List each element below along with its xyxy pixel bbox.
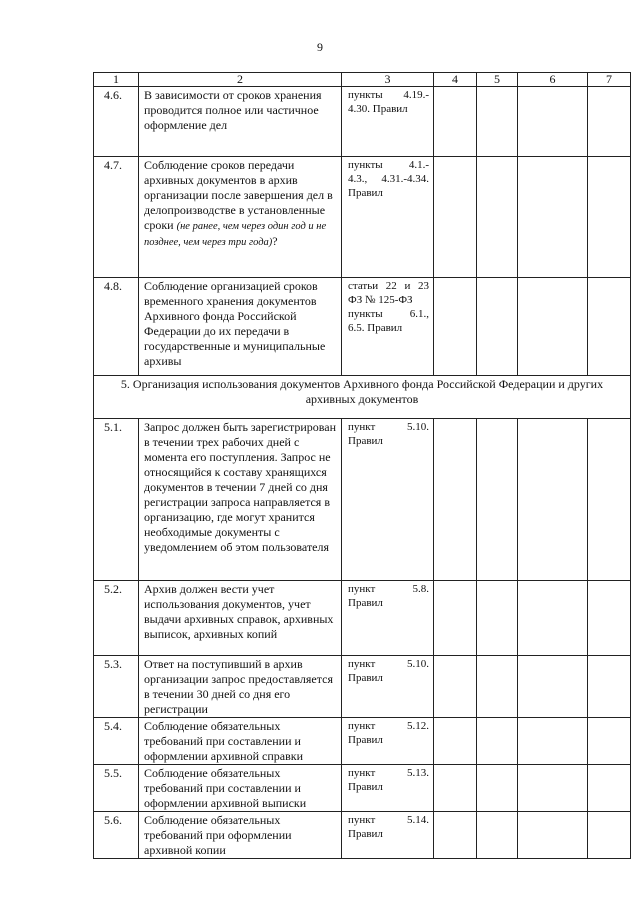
blank-cell-col-5 [477, 419, 518, 581]
requirement-text [139, 718, 342, 765]
blank-cell-col-6 [518, 581, 588, 656]
blank-cell-col-5 [477, 718, 518, 765]
reference-word: Правил [348, 781, 383, 793]
blank-cell-col-7 [588, 656, 631, 718]
reference-word: пункты [348, 159, 383, 171]
blank-cell-col-4 [434, 656, 477, 718]
requirement-segment: Соблюдение обязательных требований при оформлении архивной копии [144, 813, 292, 857]
blank-cell-col-6 [518, 718, 588, 765]
item-number: 4.7. [94, 157, 139, 278]
legal-reference [342, 419, 434, 581]
checklist-row [94, 278, 631, 376]
blank-cell-col-7 [588, 765, 631, 812]
item-number: 5.2. [94, 581, 139, 656]
checklist-row [94, 157, 631, 278]
requirement-segment: ? [272, 234, 278, 248]
blank-cell-col-4 [434, 718, 477, 765]
legal-reference [342, 656, 434, 718]
blank-cell-col-4 [434, 278, 477, 376]
blank-cell-col-4 [434, 157, 477, 278]
blank-cell-col-4 [434, 765, 477, 812]
column-number-7: 7 [588, 73, 631, 87]
reference-word: 5.12. [407, 720, 429, 732]
column-number-row [94, 73, 631, 87]
reference-word: Правил [348, 734, 383, 746]
blank-cell-col-6 [518, 278, 588, 376]
column-number-1: 1 [94, 73, 139, 87]
checklist-body [94, 73, 631, 859]
reference-word: 5.10. [407, 658, 429, 670]
checklist-row [94, 656, 631, 718]
checklist-row [94, 718, 631, 765]
checklist-row [94, 419, 631, 581]
blank-cell-col-7 [588, 718, 631, 765]
reference-line [348, 766, 429, 780]
checklist-table [93, 72, 631, 859]
requirement-segment: Соблюдение сроков передачи архивных документов в архив организации после завершения дел в делопроизводстве в установленные сроки [144, 158, 333, 232]
requirement-text [139, 581, 342, 656]
reference-word: 22 [385, 280, 397, 292]
reference-word: 4.30. Правил [348, 103, 408, 115]
legal-reference [342, 765, 434, 812]
reference-line [348, 158, 429, 172]
reference-word: пункт [348, 720, 376, 732]
reference-line [348, 321, 429, 335]
reference-word: 4.1.- [408, 159, 429, 171]
requirement-segment: Соблюдение обязательных требований при составлении и оформлении архивной выписки [144, 766, 307, 810]
requirement-segment: Соблюдение организацией сроков временного хранения документов Архивного фонда Российской Федерации до их передачи в государственные и муниципальные архивы [144, 279, 326, 368]
blank-cell-col-6 [518, 765, 588, 812]
requirement-text [139, 812, 342, 859]
blank-cell-col-7 [588, 812, 631, 859]
column-number-2: 2 [139, 73, 342, 87]
item-number: 4.6. [94, 87, 139, 157]
checklist-row [94, 765, 631, 812]
item-number: 5.1. [94, 419, 139, 581]
blank-cell-col-6 [518, 157, 588, 278]
blank-cell-col-5 [477, 765, 518, 812]
blank-cell-col-6 [518, 656, 588, 718]
reference-line [348, 279, 429, 293]
reference-word: 4.31.-4.34. [381, 173, 429, 185]
reference-line [348, 186, 429, 200]
blank-cell-col-4 [434, 581, 477, 656]
reference-word: 5.13. [407, 767, 429, 779]
reference-line [348, 596, 429, 610]
reference-line [348, 88, 429, 102]
blank-cell-col-5 [477, 87, 518, 157]
blank-cell-col-7 [588, 419, 631, 581]
legal-reference [342, 87, 434, 157]
blank-cell-col-7 [588, 157, 631, 278]
blank-cell-col-6 [518, 87, 588, 157]
reference-word: 23 [418, 280, 429, 292]
legal-reference [342, 157, 434, 278]
reference-line [348, 657, 429, 671]
column-number-3: 3 [342, 73, 434, 87]
blank-cell-col-5 [477, 157, 518, 278]
legal-reference [342, 581, 434, 656]
legal-reference [342, 278, 434, 376]
requirement-segment: Архив должен вести учет использования документов, учет выдачи архивных справок, архивных выписок, архивных копий [144, 582, 334, 641]
column-number-6: 6 [518, 73, 588, 87]
requirement-segment: В зависимости от сроков хранения проводится полное или частичное оформление дел [144, 88, 322, 132]
reference-line [348, 827, 429, 841]
reference-word: Правил [348, 597, 383, 609]
item-number: 5.6. [94, 812, 139, 859]
reference-line [348, 719, 429, 733]
blank-cell-col-6 [518, 419, 588, 581]
reference-line [348, 813, 429, 827]
requirement-text [139, 278, 342, 376]
blank-cell-col-7 [588, 87, 631, 157]
item-number: 4.8. [94, 278, 139, 376]
reference-word: 4.3., [348, 173, 368, 185]
reference-word: Правил [348, 672, 383, 684]
column-number-5: 5 [477, 73, 518, 87]
checklist-row [94, 812, 631, 859]
blank-cell-col-5 [477, 278, 518, 376]
blank-cell-col-7 [588, 278, 631, 376]
blank-cell-col-6 [518, 812, 588, 859]
reference-line [348, 293, 429, 307]
reference-word: пункт [348, 767, 376, 779]
requirement-text [139, 419, 342, 581]
requirement-text [139, 87, 342, 157]
requirement-note: (не ранее, чем через один год и не позднее, чем через три года) [144, 221, 327, 248]
column-number-4: 4 [434, 73, 477, 87]
section-heading-row [94, 376, 631, 419]
reference-word: пункт [348, 814, 376, 826]
legal-reference [342, 718, 434, 765]
checklist-row [94, 87, 631, 157]
reference-line [348, 420, 429, 434]
reference-word: пункт [348, 658, 376, 670]
blank-cell-col-4 [434, 812, 477, 859]
reference-word: 6.5. Правил [348, 322, 403, 334]
page-number: 9 [317, 40, 323, 54]
requirement-text [139, 157, 342, 278]
reference-word: и [404, 280, 411, 292]
reference-word: 5.8. [412, 583, 429, 595]
requirement-text [139, 656, 342, 718]
reference-word: Правил [348, 435, 383, 447]
reference-word: пункты [348, 89, 383, 101]
reference-line [348, 733, 429, 747]
section-heading: 5. Организация использования документов Архивного фонда Российской Федерации и других архивных документов [94, 376, 631, 419]
blank-cell-col-5 [477, 581, 518, 656]
reference-word: 5.10. [407, 421, 429, 433]
reference-line [348, 780, 429, 794]
requirement-segment: Ответ на поступивший в архив организации запрос предоставляется в течении 30 дней со дня его регистрации [144, 657, 333, 716]
reference-line [348, 582, 429, 596]
blank-cell-col-5 [477, 656, 518, 718]
reference-word: пункты [348, 308, 383, 320]
item-number: 5.3. [94, 656, 139, 718]
reference-line [348, 307, 429, 321]
reference-word: пункт [348, 583, 376, 595]
requirement-segment: Запрос должен быть зарегистрирован в течении трех рабочих дней с момента его поступления. Запрос не относящийся к составу хранящихся документов в течении 7 дней со дня регистрации запроса направляется в организацию, где могут хранится необходимые документы с уведомлением об этом пользователя [144, 420, 337, 554]
requirement-text [139, 765, 342, 812]
reference-word: ФЗ № 125-ФЗ [348, 294, 413, 306]
reference-word: статьи [348, 280, 379, 292]
blank-cell-col-4 [434, 419, 477, 581]
item-number: 5.4. [94, 718, 139, 765]
blank-cell-col-5 [477, 812, 518, 859]
reference-word: 5.14. [407, 814, 429, 826]
reference-word: 6.1., [409, 308, 429, 320]
reference-word: Правил [348, 187, 383, 199]
reference-line [348, 172, 429, 186]
blank-cell-col-7 [588, 581, 631, 656]
reference-word: Правил [348, 828, 383, 840]
reference-line [348, 102, 429, 116]
blank-cell-col-4 [434, 87, 477, 157]
reference-line [348, 434, 429, 448]
checklist-row [94, 581, 631, 656]
reference-word: 4.19.- [403, 89, 429, 101]
legal-reference [342, 812, 434, 859]
reference-line [348, 671, 429, 685]
item-number: 5.5. [94, 765, 139, 812]
reference-word: пункт [348, 421, 376, 433]
requirement-segment: Соблюдение обязательных требований при составлении и оформлении архивной справки [144, 719, 304, 763]
